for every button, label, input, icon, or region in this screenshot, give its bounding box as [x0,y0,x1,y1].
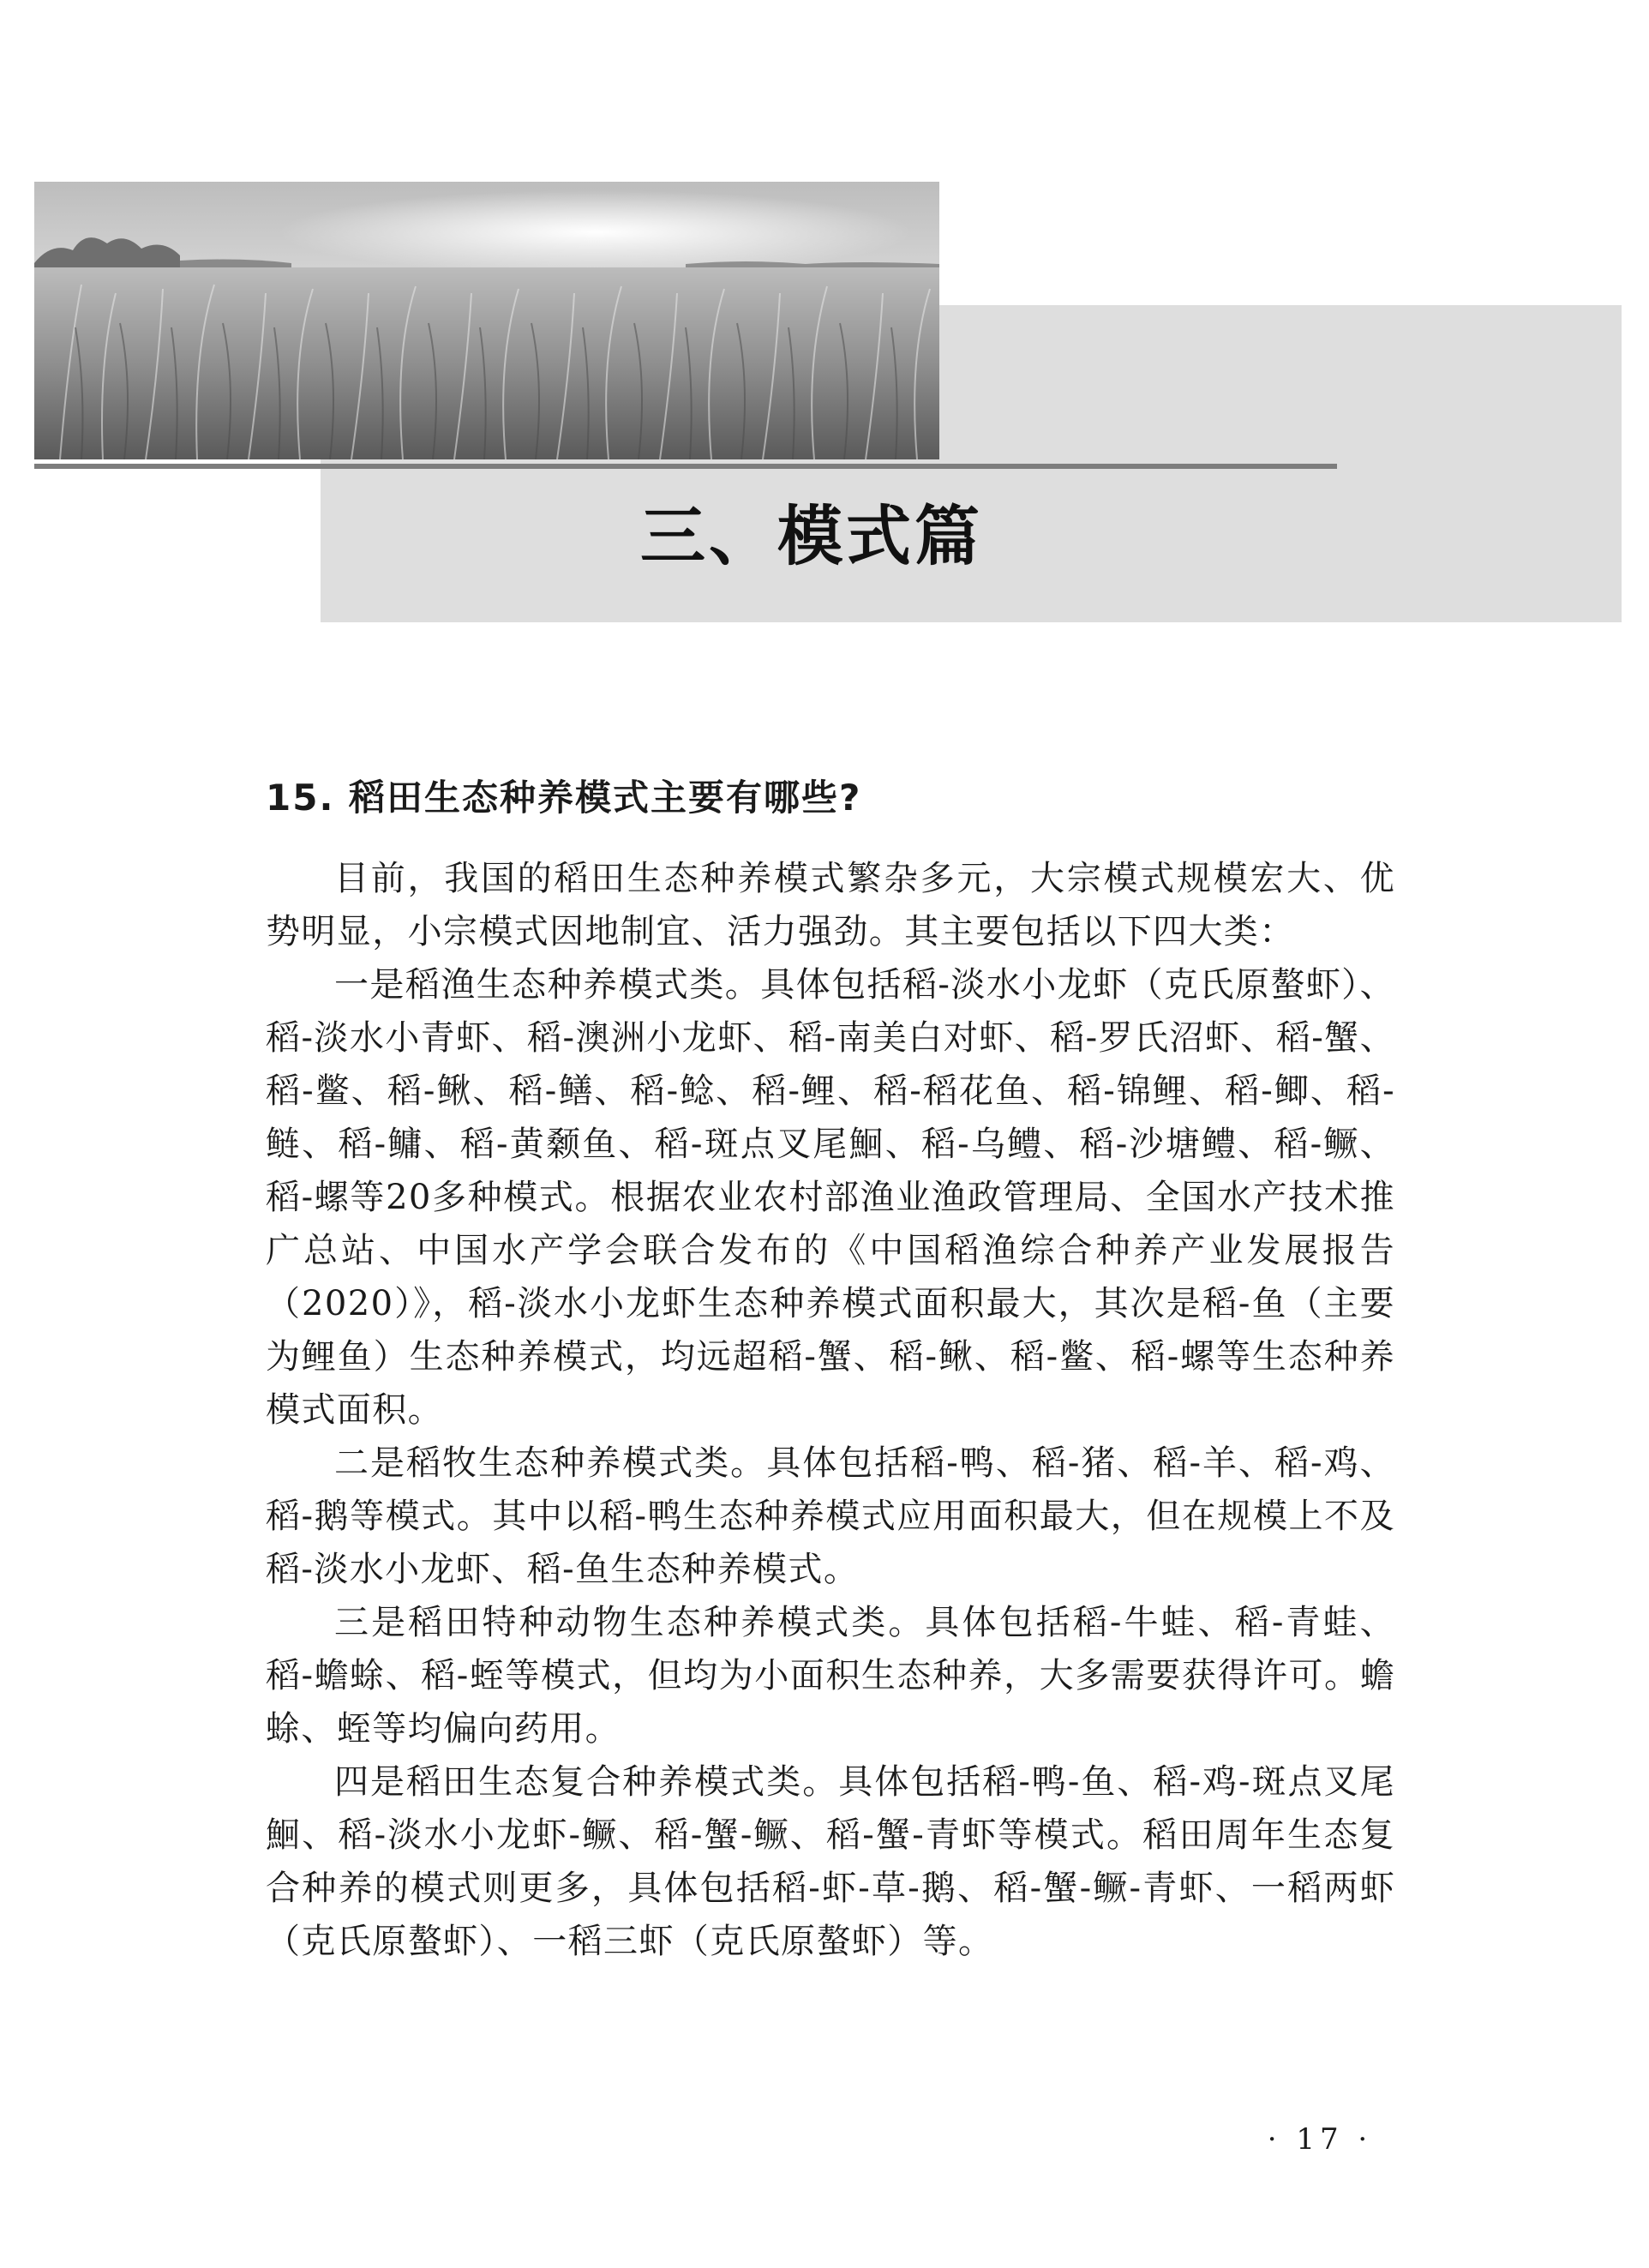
title-panel-extension [939,305,1622,464]
body-text [266,852,1395,1968]
rice-field-photo [34,182,939,459]
chapter-title: 三、模式篇 [640,498,983,574]
paragraph: 二是稻牧生态种养模式类。具体包括稻-鸭、稻-猪、稻-羊、稻-鸡、稻-鹅等模式。其中以稻-鸭生态种养模式应用面积最大，但在规模上不及稻-淡水小龙虾、稻-鱼生态种养模式。 [266,1443,1395,1589]
paragraph: 四是稻田生态复合种养模式类。具体包括稻-鸭-鱼、稻-鸡-斑点叉尾鮰、稻-淡水小龙虾-鳜、稻-蟹-鳜、稻-蟹-青虾等模式。稻田周年生态复合种养的模式则更多，具体包括稻-虾-草-鹅、稻-蟹-鳜-青虾、一稻两虾（克氏原螯虾）、一稻三虾（克氏原螯虾）等。 [266,1762,1395,1961]
page-number: · 17 · [1267,2122,1373,2157]
paragraph: 三是稻田特种动物生态种养模式类。具体包括稻-牛蛙、稻-青蛙、稻-蟾蜍、稻-蛭等模式，但均为小面积生态种养，大多需要获得许可。蟾蜍、蛭等均偏向药用。 [266,1603,1395,1749]
paragraph: 目前，我国的稻田生态种养模式繁杂多元，大宗模式规模宏大、优势明显，小宗模式因地制宜、活力强劲。其主要包括以下四大类： [266,859,1395,951]
paragraph: 一是稻渔生态种养模式类。具体包括稻-淡水小龙虾（克氏原螯虾）、稻-淡水小青虾、稻-澳洲小龙虾、稻-南美白对虾、稻-罗氏沼虾、稻-蟹、稻-鳖、稻-鳅、稻-鳝、稻-鲶、稻-鲤、稻-稻花鱼、稻-锦鲤、稻-鲫、稻-鲢、稻-鳙、稻-黄颡鱼、稻-斑点叉尾鮰、稻-乌鳢、稻-沙塘鳢、稻-鳜、稻-螺等20多种模式。根据农业农村部渔业渔政管理局、全国水产技术推广总站、中国水产学会联合发布的《中国稻渔综合种养产业发展报告（2020）》，稻-淡水小龙虾生态种养模式面积最大，其次是稻-鱼（主要为鲤鱼）生态种养模式，均远超稻-蟹、稻-鳅、稻-鳖、稻-螺等生态种养模式面积。 [266,965,1395,1430]
banner-divider [34,464,1337,469]
section-heading: 15. 稻田生态种养模式主要有哪些? [266,777,862,819]
